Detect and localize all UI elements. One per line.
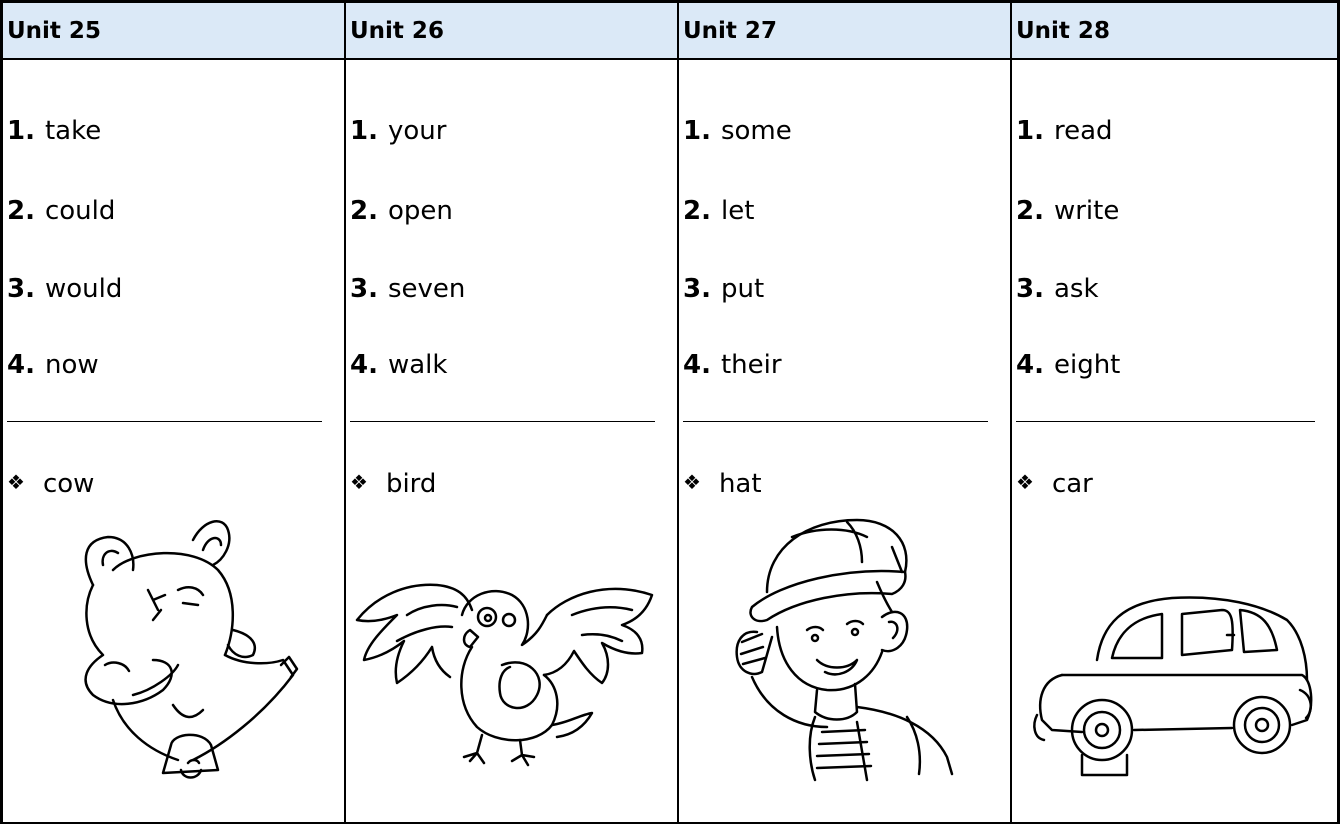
divider-line [683, 421, 988, 422]
bullet-icon: ❖ [1016, 470, 1034, 494]
word-item: 2. write [1016, 196, 1120, 226]
bullet-icon: ❖ [350, 470, 368, 494]
unit-header [3, 0, 344, 60]
word-item: 3. put [683, 274, 765, 304]
unit-header [346, 0, 677, 60]
cow-icon [53, 515, 313, 785]
word-item: 4. walk [350, 350, 448, 380]
unit-title: Unit 27 [683, 18, 777, 44]
word-item: 3. ask [1016, 274, 1099, 304]
word-item: 3. would [7, 274, 123, 304]
word-item: 1. read [1016, 116, 1113, 146]
unit-title: Unit 28 [1016, 18, 1110, 44]
bullet-icon: ❖ [7, 470, 25, 494]
bullet-icon: ❖ [683, 470, 701, 494]
word-item: 4. now [7, 350, 99, 380]
car-icon [1022, 580, 1322, 780]
word-item: 2. open [350, 196, 453, 226]
bonus-word: ❖ hat [683, 469, 762, 499]
unit-header [679, 0, 1010, 60]
unit-column [0, 0, 344, 824]
word-item: 2. let [683, 196, 755, 226]
divider-line [1016, 421, 1315, 422]
word-item: 2. could [7, 196, 116, 226]
unit-column [344, 0, 677, 824]
unit-column [677, 0, 1010, 824]
unit-column [1010, 0, 1340, 824]
bonus-word: ❖ cow [7, 469, 95, 499]
unit-header [1012, 0, 1337, 60]
word-item: 4. eight [1016, 350, 1121, 380]
unit-title: Unit 25 [7, 18, 101, 44]
word-item: 1. some [683, 116, 792, 146]
divider-line [350, 421, 655, 422]
unit-title: Unit 26 [350, 18, 444, 44]
word-item: 3. seven [350, 274, 466, 304]
boy-with-cap-icon [697, 512, 967, 782]
word-item: 1. your [350, 116, 447, 146]
bonus-word: ❖ car [1016, 469, 1093, 499]
word-item: 1. take [7, 116, 102, 146]
bird-icon [352, 575, 664, 770]
word-item: 4. their [683, 350, 782, 380]
bonus-word: ❖ bird [350, 469, 437, 499]
divider-line [7, 421, 322, 422]
